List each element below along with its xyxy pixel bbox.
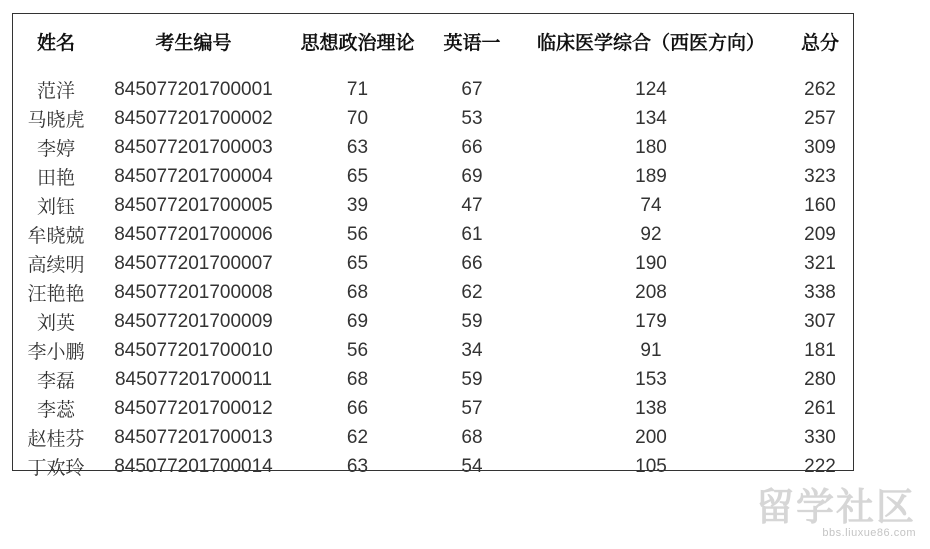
cell-name: 李磊 xyxy=(36,370,75,392)
cell-name: 赵桂芬 xyxy=(27,428,85,450)
cell-politics: 71 xyxy=(346,78,369,100)
cell-politics: 65 xyxy=(346,165,369,187)
cell-english: 59 xyxy=(461,368,483,390)
table-row xyxy=(12,191,854,220)
table-row xyxy=(12,336,854,365)
table-row xyxy=(12,162,854,191)
cell-english: 34 xyxy=(461,339,483,361)
cell-clinical-medicine: 105 xyxy=(635,455,667,477)
cell-total: 307 xyxy=(804,310,836,332)
cell-name: 李婷 xyxy=(36,138,75,160)
table-header-row xyxy=(12,13,854,69)
table-row xyxy=(12,278,854,307)
cell-name: 李小鹏 xyxy=(27,341,85,363)
cell-name: 汪艳艳 xyxy=(27,283,85,305)
cell-candidate-id: 845077201700010 xyxy=(114,339,273,361)
cell-name: 李蕊 xyxy=(36,399,75,421)
cell-total: 280 xyxy=(804,368,836,390)
cell-clinical-medicine: 92 xyxy=(640,223,662,245)
cell-english: 68 xyxy=(461,426,483,448)
cell-total: 338 xyxy=(804,281,836,303)
cell-candidate-id: 845077201700007 xyxy=(114,252,273,274)
cell-total: 222 xyxy=(804,455,836,477)
cell-name: 丁欢玲 xyxy=(27,457,85,479)
cell-candidate-id: 845077201700011 xyxy=(114,368,273,390)
cell-clinical-medicine: 91 xyxy=(640,339,662,361)
cell-english: 62 xyxy=(461,281,483,303)
cell-clinical-medicine: 138 xyxy=(635,397,667,419)
cell-clinical-medicine: 153 xyxy=(635,368,667,390)
cell-candidate-id: 845077201700005 xyxy=(114,194,273,216)
cell-name: 刘钰 xyxy=(36,196,75,218)
cell-politics: 68 xyxy=(346,281,369,303)
cell-politics: 56 xyxy=(346,223,369,245)
table-row xyxy=(12,220,854,249)
cell-candidate-id: 845077201700002 xyxy=(114,107,273,129)
cell-politics: 39 xyxy=(346,194,369,216)
header-candidate-id: 考生编号 xyxy=(155,31,232,54)
table-body xyxy=(12,69,854,481)
table-row xyxy=(12,69,854,104)
cell-total: 321 xyxy=(804,252,836,274)
cell-english: 53 xyxy=(461,107,483,129)
cell-politics: 56 xyxy=(346,339,369,361)
cell-total: 209 xyxy=(804,223,836,245)
cell-total: 262 xyxy=(804,78,836,100)
cell-total: 309 xyxy=(804,136,836,158)
cell-clinical-medicine: 179 xyxy=(635,310,667,332)
cell-clinical-medicine: 134 xyxy=(635,107,667,129)
cell-politics: 63 xyxy=(346,455,369,477)
cell-clinical-medicine: 180 xyxy=(635,136,667,158)
cell-english: 61 xyxy=(461,223,483,245)
cell-total: 323 xyxy=(804,165,836,187)
cell-politics: 66 xyxy=(346,397,369,419)
cell-politics: 69 xyxy=(346,310,369,332)
header-name: 姓名 xyxy=(36,31,75,54)
cell-total: 330 xyxy=(804,426,836,448)
cell-candidate-id: 845077201700014 xyxy=(114,455,273,477)
score-table xyxy=(12,13,854,481)
cell-candidate-id: 845077201700008 xyxy=(114,281,273,303)
cell-english: 66 xyxy=(461,252,483,274)
table-row xyxy=(12,394,854,423)
cell-candidate-id: 845077201700009 xyxy=(114,310,273,332)
cell-name: 高续明 xyxy=(27,254,85,276)
cell-total: 160 xyxy=(804,194,836,216)
cell-total: 257 xyxy=(804,107,836,129)
cell-clinical-medicine: 208 xyxy=(635,281,667,303)
table-row xyxy=(12,133,854,162)
cell-politics: 68 xyxy=(346,368,369,390)
cell-clinical-medicine: 189 xyxy=(635,165,667,187)
cell-clinical-medicine: 74 xyxy=(640,194,662,216)
cell-clinical-medicine: 124 xyxy=(635,78,667,100)
cell-english: 66 xyxy=(461,136,483,158)
watermark xyxy=(756,487,916,539)
cell-candidate-id: 845077201700006 xyxy=(114,223,273,245)
cell-politics: 70 xyxy=(346,107,369,129)
cell-candidate-id: 845077201700013 xyxy=(114,426,273,448)
watermark-logo: 留学社区 xyxy=(755,485,916,529)
watermark-url: bbs.liuxue86.com xyxy=(822,527,916,539)
cell-candidate-id: 845077201700001 xyxy=(114,78,273,100)
table-row xyxy=(12,365,854,394)
table-row xyxy=(12,104,854,133)
cell-politics: 62 xyxy=(346,426,369,448)
cell-english: 54 xyxy=(461,455,483,477)
cell-english: 47 xyxy=(461,194,483,216)
header-english: 英语一 xyxy=(443,31,501,54)
table-row xyxy=(12,423,854,452)
cell-clinical-medicine: 190 xyxy=(635,252,667,274)
cell-name: 牟晓兢 xyxy=(27,225,85,247)
cell-total: 181 xyxy=(804,339,836,361)
header-politics: 思想政治理论 xyxy=(300,31,415,54)
cell-clinical-medicine: 200 xyxy=(635,426,667,448)
cell-name: 刘英 xyxy=(36,312,75,334)
cell-english: 69 xyxy=(461,165,483,187)
cell-english: 57 xyxy=(461,397,483,419)
table-row xyxy=(12,249,854,278)
cell-politics: 63 xyxy=(346,136,369,158)
table-row xyxy=(12,452,854,481)
cell-candidate-id: 845077201700012 xyxy=(114,397,273,419)
cell-name: 范洋 xyxy=(36,80,75,102)
header-clinical-medicine: 临床医学综合（西医方向） xyxy=(536,31,765,54)
cell-candidate-id: 845077201700004 xyxy=(114,165,273,187)
cell-english: 67 xyxy=(461,78,483,100)
cell-candidate-id: 845077201700003 xyxy=(114,136,273,158)
cell-english: 59 xyxy=(461,310,483,332)
cell-name: 田艳 xyxy=(36,167,75,189)
cell-total: 261 xyxy=(804,397,836,419)
cell-name: 马晓虎 xyxy=(27,109,85,131)
table-row xyxy=(12,307,854,336)
header-total: 总分 xyxy=(800,31,839,54)
cell-politics: 65 xyxy=(346,252,369,274)
